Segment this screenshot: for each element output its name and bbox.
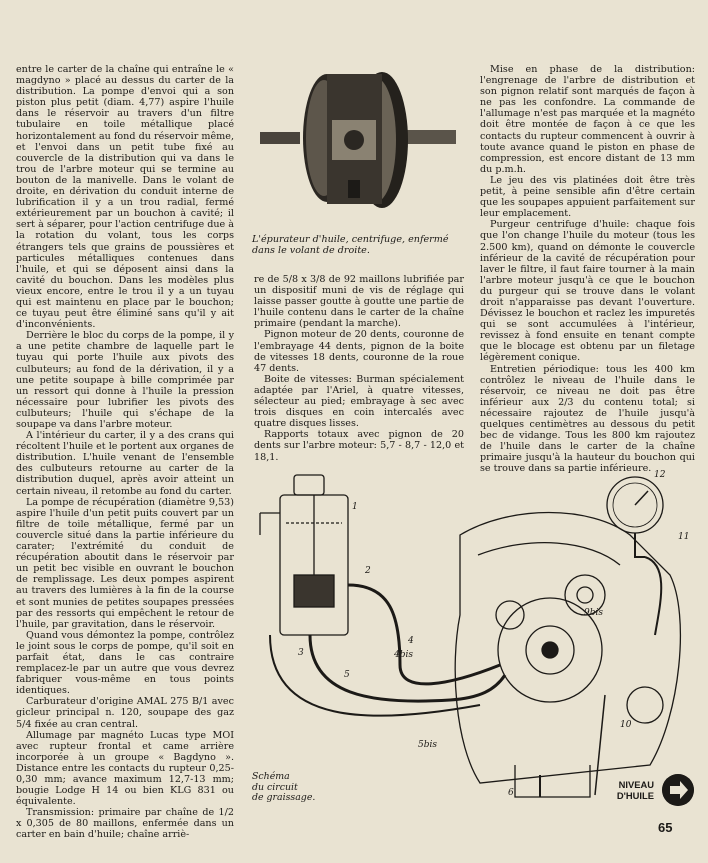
diagram-caption: [252, 772, 332, 804]
label-4: 4: [408, 636, 414, 646]
paragraph: La pompe de récupération (diamètre 9,53) aspire l'huile d'un petit puits couvert par un filtre de toile métallique, fermé par un couvercle situé dans la partie inférieure du carater; l'extrémité du conduit de récupération aboutit dans le réservoir par un petit bec visible en ouvrant le bouchon de remplissage. Les deux pompes aspirent au travers des lumières à la fin de la course et sont munies de petites soupapes pressées par des ressorts qui empêchent le retour de l'huile, par gravitation, dans le réservoir.: [16, 496, 234, 630]
diagram-caption-line: du circuit: [252, 781, 298, 793]
label-6: 6: [508, 788, 514, 798]
label-5: 5: [344, 670, 350, 680]
paragraph: Rapports totaux avec pignon de 20 dents sur l'arbre moteur: 5,7 - 8,7 - 12,0 et 18,1.: [254, 429, 464, 463]
label-2: 2: [365, 566, 371, 576]
label-1: 1: [352, 502, 358, 512]
right-text-column: [480, 64, 695, 474]
label-5bis: 5bis: [418, 740, 437, 750]
oil-level-label-line: NIVEAU: [618, 779, 654, 790]
paragraph: re de 5/8 x 3/8 de 92 maillons lubrifiée par un dispositif muni de vis de réglage qui laisse passer goutte à goutte une partie de l'huile contenu dans le carter de la chaîne primaire (pendant la marche).: [254, 274, 464, 330]
paragraph: Mise en phase de la distribution: l'engrenage de l'arbre de distribution et son pignon relatif sont marqués de façon à ne pas les confondre. La commande de l'allumage n'est pas marquée et la magnéto doit être montée de façon à ce que les contacts du rupteur commencent à ouvrir à toute avance quand le piston en phase de compression, est encore distant de 13 mm du p.m.h.: [480, 64, 695, 175]
paragraph: Transmission: primaire par chaîne de 1/2 x 0,305 de 80 maillons, enfermée dans un carter en bain d'huile; chaîne arriè-: [16, 807, 234, 841]
page-number: 65: [658, 820, 673, 835]
paragraph: Carburateur d'origine AMAL 275 B/1 avec gicleur principal n. 120, soupape des gaz 5/4 fixée au cran central.: [16, 696, 234, 730]
oil-purifier-photo: [252, 60, 464, 230]
paragraph: Pignon moteur de 20 dents, couronne de l'embrayage 44 dents, pignon de la boite de vitesses 18 dents, couronne de la roue 47 dents.: [254, 329, 464, 374]
label-3: 3: [298, 648, 304, 658]
middle-text-column: [254, 274, 464, 463]
paragraph: Derrière le bloc du corps de la pompe, il y a une petite chambre de laquelle part le tuyau qui porte l'huile aux pivots des culbuteurs; au fond de la dérivation, il y a une petite soupape à bille comprimée par un ressort qui donne à l'huile la pression nécessaire pour lubrifier les pivots des culbuteurs; l'huile qui s'échape de la soupape va dans l'arbre moteur.: [16, 330, 234, 430]
engine-crankcase: [455, 513, 680, 784]
paragraph: Le jeu des vis platinées doit être très petit, à peine sensible afin d'être certain que les soupapes appuient parfaitement sur leur emplacement.: [480, 174, 695, 220]
label-9bis: 9bis: [584, 608, 603, 618]
paragraph: Quand vous démontez la pompe, contrôlez le joint sous le corps de pompe, qu'il soit en parfait état, dans le cas contraire remplacez-le par un autre que vous devrez fabriquer vous-même en tous points identiques.: [16, 629, 234, 697]
diagram-caption-line: de graissage.: [252, 792, 316, 804]
paragraph: Allumage par magnéto Lucas type MOI avec rupteur frontal et came arrière incorporée à un groupe « Bagdyno ». Distance entre les contacts du rupteur 0,25-0,30 mm; avance maximum 12,7-13 mm; bougie Lodge H 14 ou bien KLG 831 ou équivalente.: [16, 729, 234, 808]
diagram-caption-line: Schéma: [252, 771, 290, 782]
label-11: 11: [678, 532, 690, 542]
oil-level-label-line: D'HUILE: [616, 789, 654, 801]
label-12: 12: [654, 470, 666, 480]
left-text-column: [16, 64, 234, 841]
paragraph: Entretien périodique: tous les 400 km contrôlez le niveau de l'huile dans le réservoir, ce niveau ne doit pas être inférieur aux 2/3 du contenu total; si nécessaire rajoutez de l'huile jusqu'à quelques centimètres au dessous du petit bec de vidange. Tous les 800 km rajoutez de l'huile dans le carter de la chaîne primaire jusqu'à la hauteur du bouchon qui se trouve dans sa partie inférieure.: [480, 363, 695, 475]
oil-level-arrow-icon: [662, 774, 694, 806]
paragraph: A l'intérieur du carter, il y a des crans qui récoltent l'huile et le portent aux organes de distribution. L'huile venant de l'ensemble des culbuteurs retourne au carter de la distribution duquel, après avoir atteint un certain niveau, il retombe au fond du carter.: [16, 430, 234, 497]
paragraph: entre le carter de la chaîne qui entraîne le « magdyno » placé au dessus du carter de la distribution. La pompe d'envoi qui a son piston plus petit (diam. 4,77) aspire l'huile dans le réservoir au travers d'un filtre tubulaire en toile métallique placé horizontalement au fond du réservoir même, et l'envoi dans un petit tube fixé au couvercle de la distribution qui va dans le trou de l'arbre moteur qui se termine au bouton de la manivelle. Dans le volant de droite, en dérivation du conduit interne de lubrification il y a un trou radial, fermé extérieurement par un bouchon à cavité; il sert à séparer, pour l'action centrifuge due à la rotation du volant, tous les corps étrangers tels que grains de poussières et particules métalliques contenues dans l'huile, et qui se déposent ainsi dans la cavité du bouchon. Dans les modèles plus vieux encore, entre le trou il y a un tuyau qui est maintenu en place par le bouchon; ce tuyau peut être éliminé sans qu'il y ait d'inconvénients.: [16, 64, 234, 331]
paragraph: Boite de vitesses: Burman spécialement adaptée par l'Ariel, à quatre vitesses, sélecteur au pied; embrayage à sec avec trois disques en coin intercalés avec quatre disques lisses.: [254, 373, 464, 430]
paragraph: Purgeur centrifuge d'huile: chaque fois que l'on change l'huile du moteur (tous les 2.500 km), quand on démonte le couvercle inférieur de la cavité de récupération pour laver le filtre, il faut faire tourner à la main l'arbre moteur jusqu'à ce que le bouchon du purgeur qui se trouve dans le volant droit n'apparaisse pas devant l'ouverture. Dévissez le bouchon et raclez les impuretés qui se sont accumulées à l'intérieur, revissez à fond ensuite en tenant compte que le blocage est obtenu par un filetage légèrement conique.: [480, 219, 695, 364]
photo-caption: L'épurateur d'huile, centrifuge, enfermé dans le volant de droite.: [252, 234, 449, 256]
oil-level-label: [588, 780, 654, 801]
label-10: 10: [620, 720, 632, 730]
lubrication-circuit-diagram: [250, 465, 698, 815]
label-4bis: 4bis: [394, 650, 413, 660]
